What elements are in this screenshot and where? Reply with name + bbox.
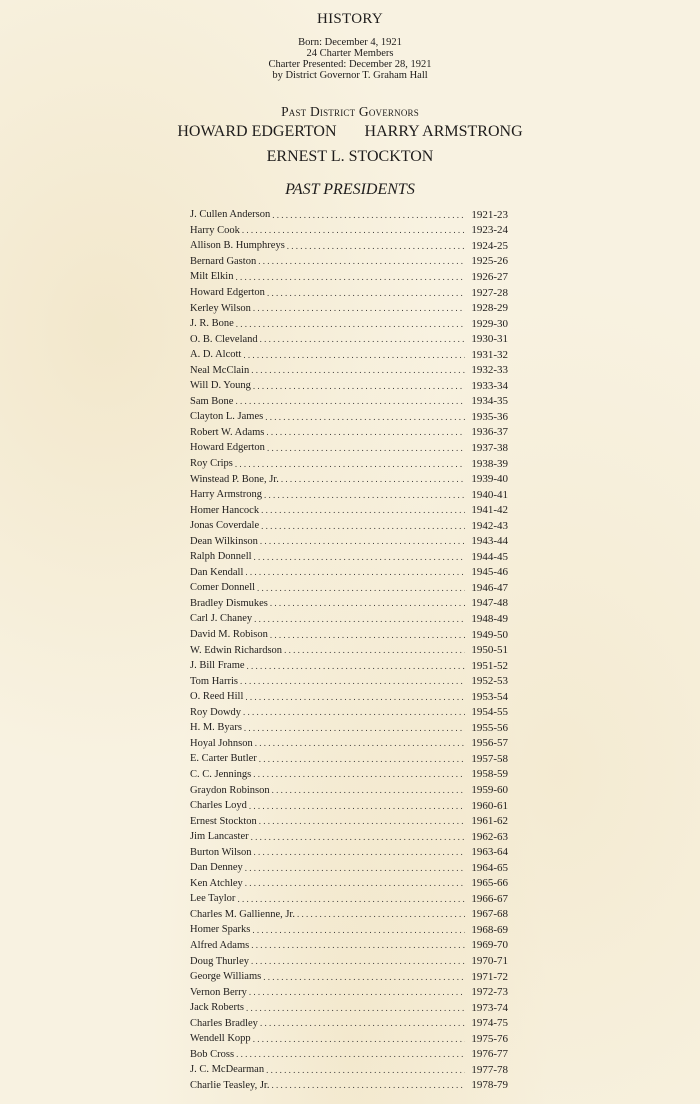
dot-leader [251,832,466,842]
dot-leader [253,381,465,391]
president-years: 1943-44 [471,535,508,548]
dot-leader [244,723,465,733]
president-name: W. Edwin Richardson [190,644,283,656]
president-years: 1923-24 [471,224,508,237]
president-row [190,409,508,425]
dot-leader [254,847,466,857]
dot-leader [265,412,465,422]
charter-presenter: by District Governor T. Graham Hall [272,70,428,81]
president-years: 1967-68 [471,908,508,921]
dot-leader [247,661,466,671]
dot-leader [252,925,465,935]
president-row [190,425,508,441]
president-row [190,1047,508,1063]
president-row [190,658,508,674]
president-row [190,378,508,394]
president-years: 1934-35 [471,395,508,408]
president-years: 1931-32 [471,348,508,361]
president-years: 1936-37 [471,426,508,439]
president-years: 1963-64 [471,846,508,859]
president-row [190,440,508,456]
president-years: 1973-74 [471,1001,508,1014]
president-years: 1954-55 [471,706,508,719]
dot-leader [270,598,465,608]
president-years: 1929-30 [471,317,508,330]
president-row [190,316,508,332]
dot-leader [266,1065,465,1075]
president-years: 1949-50 [471,628,508,641]
president-years: 1933-34 [471,379,508,392]
dot-leader [261,521,465,531]
president-row [190,876,508,892]
president-row [190,238,508,254]
president-row [190,207,508,223]
president-years: 1962-63 [471,830,508,843]
president-years: 1964-65 [471,861,508,874]
president-name: Sam Bone [190,395,234,407]
president-name: Allison B. Humphreys [190,240,285,252]
president-row [190,844,508,860]
president-row [190,223,508,239]
dot-leader [264,490,465,500]
dot-leader [297,909,465,919]
dot-leader [261,505,465,515]
dot-leader [255,738,466,748]
president-name: Robert W. Adams [190,426,265,438]
dot-leader [272,210,465,220]
president-name: Homer Sparks [190,924,251,936]
president-name: J. R. Bone [190,318,234,330]
president-name: Tom Harris [190,675,238,687]
president-name: Vernon Berry [190,986,247,998]
dot-leader [253,303,465,313]
president-years: 1948-49 [471,612,508,625]
presidents-heading: PAST PRESIDENTS [285,181,415,198]
president-name: E. Carter Butler [190,753,257,765]
president-years: 1974-75 [471,1017,508,1030]
president-row [190,922,508,938]
president-years: 1952-53 [471,675,508,688]
president-years: 1961-62 [471,815,508,828]
president-row [190,254,508,270]
dot-leader [270,630,465,640]
page-title: HISTORY [316,11,383,27]
president-row [190,689,508,705]
president-name: J. Bill Frame [190,660,245,672]
dot-leader [281,474,466,484]
president-years: 1977-78 [471,1063,508,1076]
president-years: 1935-36 [471,410,508,423]
president-years: 1945-46 [471,566,508,579]
president-name: Comer Donnell [190,582,256,594]
president-name: Bernard Gaston [190,255,257,267]
president-name: A. D. Alcott [190,349,242,361]
president-name: Dan Denney [190,862,243,874]
dot-leader [242,225,465,235]
president-name: H. M. Byars [190,722,242,734]
president-years: 1925-26 [471,255,508,268]
president-row [190,736,508,752]
president-years: 1927-28 [471,286,508,299]
president-years: 1965-66 [471,877,508,890]
president-name: Roy Dowdy [190,706,242,718]
president-name: O. B. Cleveland [190,333,258,345]
governors-row [0,123,700,141]
president-years: 1947-48 [471,597,508,610]
president-name: Homer Hancock [190,504,260,516]
president-row [190,549,508,565]
president-name: David M. Robison [190,629,268,641]
president-row [190,456,508,472]
president-row [190,362,508,378]
president-years: 1978-79 [471,1079,508,1092]
president-years: 1957-58 [471,752,508,765]
president-years: 1951-52 [471,659,508,672]
president-row [190,984,508,1000]
president-years: 1966-67 [471,892,508,905]
dot-leader [237,894,465,904]
president-row [190,829,508,845]
president-row [190,300,508,316]
president-name: Ernest Stockton [190,815,257,827]
charter-presented: Charter Presented: December 28, 1921 [268,59,432,70]
president-row [190,767,508,783]
president-row [190,331,508,347]
dot-leader [243,707,465,717]
president-name: J. C. McDearman [190,1064,265,1076]
president-name: Charles Loyd [190,800,247,812]
president-row [190,1062,508,1078]
president-name: Neal McClain [190,364,250,376]
president-years: 1924-25 [471,239,508,252]
president-name: Graydon Robinson [190,784,270,796]
dot-leader [266,427,465,437]
president-name: Jim Lancaster [190,831,249,843]
governor-name: HARRY ARMSTRONG [364,123,523,140]
president-row [190,891,508,907]
president-row [190,627,508,643]
dot-leader [272,785,466,795]
governor-name: HOWARD EDGERTON [177,123,337,140]
president-years: 1928-29 [471,302,508,315]
president-years: 1971-72 [471,970,508,983]
governors-heading: Past District Governors [281,104,419,119]
dot-leader [245,692,465,702]
dot-leader [263,972,465,982]
president-row [190,798,508,814]
president-row [190,394,508,410]
dot-leader [253,1034,466,1044]
president-name: Bob Cross [190,1048,235,1060]
president-row [190,580,508,596]
dot-leader [251,956,465,966]
dot-leader [259,754,466,764]
president-row [190,596,508,612]
dot-leader [240,676,465,686]
president-years: 1930-31 [471,333,508,346]
president-name: Ken Atchley [190,877,243,889]
president-years: 1946-47 [471,581,508,594]
president-name: Clayton L. James [190,411,264,423]
president-name: O. Reed Hill [190,691,244,703]
president-name: C. C. Jennings [190,768,252,780]
president-row [190,611,508,627]
president-name: Charles M. Gallienne, Jr. [190,908,295,920]
president-years: 1939-40 [471,473,508,486]
president-years: 1970-71 [471,955,508,968]
president-name: Dean Wilkinson [190,535,258,547]
president-row [190,938,508,954]
president-name: Will D. Young [190,380,251,392]
president-row [190,285,508,301]
president-row [190,953,508,969]
president-row [190,860,508,876]
president-years: 1940-41 [471,488,508,501]
president-name: Doug Thurley [190,955,250,967]
president-name: Jack Roberts [190,1002,244,1014]
president-name: Charles Bradley [190,1017,258,1029]
president-name: Jonas Coverdale [190,520,260,532]
dot-leader [257,583,465,593]
dot-leader [287,241,466,251]
born-date: Born: December 4, 1921 [298,37,402,48]
dot-leader [253,769,465,779]
president-row [190,782,508,798]
president-name: Dan Kendall [190,566,244,578]
president-row [190,642,508,658]
president-row [190,533,508,549]
president-row [190,907,508,923]
president-years: 1959-60 [471,784,508,796]
dot-leader [254,552,466,562]
president-years: 1938-39 [471,457,508,470]
president-name: Charlie Teasley, Jr. [190,1079,270,1091]
dot-leader [235,272,465,282]
president-name: George Williams [190,971,262,983]
president-row [190,471,508,487]
president-years: 1960-61 [471,799,508,812]
president-row [190,347,508,363]
president-row [190,1000,508,1016]
dot-leader [260,536,465,546]
president-name: Wendell Kopp [190,1033,251,1045]
dot-leader [284,645,465,655]
dot-leader [236,319,466,329]
president-row [190,720,508,736]
dot-leader [245,567,465,577]
president-row [190,1078,508,1094]
dot-leader [254,614,465,624]
dot-leader [251,940,465,950]
president-years: 1941-42 [471,504,508,517]
dot-leader [245,863,466,873]
president-name: Howard Edgerton [190,287,265,298]
president-name: Winstead P. Bone, Jr. [190,473,279,485]
president-name: Milt Elkin [190,271,234,283]
president-years: 1956-57 [471,737,508,750]
president-years: 1968-69 [471,923,508,936]
president-name: Alfred Adams [190,939,250,951]
president-name: Lee Taylor [190,893,236,905]
dot-leader [258,256,465,266]
president-row [190,813,508,829]
president-name: Harry Armstrong [190,489,263,501]
president-years: 1969-70 [471,939,508,952]
dot-leader [249,801,465,811]
president-years: 1926-27 [471,270,508,283]
president-name: Burton Wilson [190,846,252,858]
dot-leader [235,396,465,406]
president-name: Bradley Dismukes [190,597,268,609]
dot-leader [259,816,466,826]
president-name: Harry Cook [190,224,240,236]
president-years: 1953-54 [471,690,508,703]
president-name: Hoyal Johnson [190,737,253,749]
dot-leader [260,334,466,344]
president-row [190,1015,508,1031]
president-years: 1950-51 [471,644,508,657]
president-years: 1958-59 [471,768,508,781]
president-row [190,565,508,581]
dot-leader [235,459,465,469]
president-years: 1955-56 [471,721,508,734]
dot-leader [267,288,465,298]
president-row [190,751,508,767]
president-years: 1932-33 [471,364,508,377]
dot-leader [271,1080,465,1090]
president-years: 1921-23 [471,208,508,221]
president-row [190,673,508,689]
president-row [190,705,508,721]
president-row [190,1031,508,1047]
president-name: Kerley Wilson [190,302,251,314]
president-years: 1944-45 [471,550,508,563]
president-years: 1975-76 [471,1032,508,1045]
president-name: Ralph Donnell [190,551,252,563]
dot-leader [267,443,465,453]
dot-leader [251,365,465,375]
dot-leader [243,350,465,360]
president-row [190,518,508,534]
dot-leader [245,878,466,888]
dot-leader [246,1003,465,1013]
governor-name: ERNEST L. STOCKTON [266,148,434,165]
charter-members: 24 Charter Members [306,48,394,59]
dot-leader [260,1018,465,1028]
dot-leader [236,1049,465,1059]
president-name: Roy Crips [190,458,233,470]
president-name: Howard Edgerton [190,442,265,454]
president-row [190,269,508,285]
president-name: Carl J. Chaney [190,613,253,625]
presidents-list [190,207,508,1093]
president-row [190,487,508,503]
president-name: J. Cullen Anderson [190,209,271,221]
president-years: 1972-73 [471,986,508,999]
president-years: 1942-43 [471,519,508,532]
president-row [190,969,508,985]
dot-leader [249,987,465,997]
president-years: 1937-38 [471,441,508,454]
president-years: 1976-77 [471,1048,508,1061]
president-row [190,502,508,518]
